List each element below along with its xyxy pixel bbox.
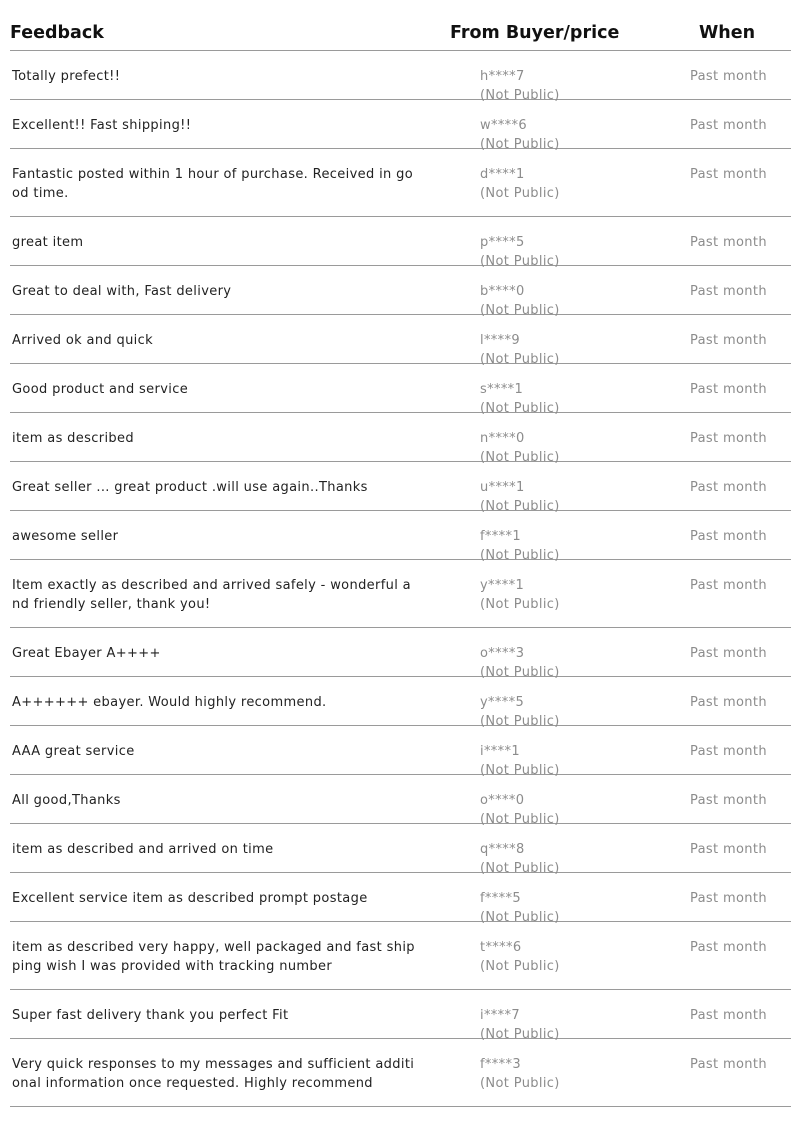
table-row	[10, 413, 791, 465]
buyer-id: i****7	[480, 1008, 520, 1023]
table-row	[10, 149, 791, 217]
feedback-date: Past month	[690, 793, 767, 808]
table-row	[10, 628, 791, 680]
buyer-id: d****1	[480, 167, 525, 182]
feedback-date: Past month	[690, 480, 767, 495]
table-header	[10, 0, 791, 51]
feedback-date: Past month	[690, 744, 767, 759]
feedback-date: Past month	[690, 529, 767, 544]
table-row	[10, 462, 791, 514]
feedback-comment: Great to deal with, Fast delivery	[12, 284, 232, 299]
feedback-date: Past month	[690, 1057, 767, 1072]
buyer-id: n****0	[480, 431, 525, 446]
table-row	[10, 873, 791, 925]
feedback-date: Past month	[690, 235, 767, 250]
feedback-date: Past month	[690, 1008, 767, 1023]
table-row	[10, 560, 791, 628]
feedback-comment: Arrived ok and quick	[12, 333, 154, 348]
feedback-date: Past month	[690, 382, 767, 397]
buyer-id: f****5	[480, 891, 521, 906]
table-row	[10, 824, 791, 876]
feedback-comment: great item	[12, 235, 84, 250]
buyer-id: o****0	[480, 793, 525, 808]
buyer-id: i****1	[480, 744, 520, 759]
buyer-id: o****3	[480, 646, 525, 661]
table-row	[10, 266, 791, 318]
feedback-date: Past month	[690, 646, 767, 661]
price-visibility-note: (Not Public)	[480, 597, 560, 612]
table-row	[10, 922, 791, 990]
column-header-buyer[interactable]: From Buyer/price	[450, 23, 620, 43]
table-row	[10, 1039, 791, 1107]
buyer-id: h****7	[480, 69, 525, 84]
table-row	[10, 775, 791, 827]
buyer-id: f****3	[480, 1057, 521, 1072]
feedback-comment: Great Ebayer A++++	[12, 646, 161, 661]
buyer-id: f****1	[480, 529, 521, 544]
table-row	[10, 677, 791, 729]
table-row	[10, 511, 791, 563]
feedback-table	[10, 0, 791, 1107]
price-visibility-note: (Not Public)	[480, 137, 560, 152]
feedback-date: Past month	[690, 431, 767, 446]
price-visibility-note: (Not Public)	[480, 401, 560, 416]
feedback-comment: A++++++ ebayer. Would highly recommend.	[12, 695, 327, 710]
buyer-id: y****1	[480, 578, 525, 593]
feedback-comment: Excellent service item as described prompt postage	[12, 891, 368, 906]
table-row	[10, 364, 791, 416]
price-visibility-note: (Not Public)	[480, 548, 560, 563]
buyer-id: p****5	[480, 235, 525, 250]
price-visibility-note: (Not Public)	[480, 254, 560, 269]
price-visibility-note: (Not Public)	[480, 665, 560, 680]
feedback-comment: item as described	[12, 431, 134, 446]
price-visibility-note: (Not Public)	[480, 303, 560, 318]
feedback-date: Past month	[690, 695, 767, 710]
feedback-comment: Fantastic posted within 1 hour of purchase. Received in good time.	[12, 167, 414, 201]
price-visibility-note: (Not Public)	[480, 186, 560, 201]
feedback-comment: Great seller ... great product .will use again..Thanks	[12, 480, 368, 495]
price-visibility-note: (Not Public)	[480, 959, 560, 974]
table-row	[10, 726, 791, 778]
table-row	[10, 315, 791, 367]
price-visibility-note: (Not Public)	[480, 763, 560, 778]
price-visibility-note: (Not Public)	[480, 450, 560, 465]
feedback-comment: Excellent!! Fast shipping!!	[12, 118, 192, 133]
feedback-date: Past month	[690, 167, 767, 182]
feedback-date: Past month	[690, 118, 767, 133]
feedback-comment: AAA great service	[12, 744, 135, 759]
buyer-id: t****6	[480, 940, 522, 955]
buyer-id: b****0	[480, 284, 525, 299]
buyer-id: q****8	[480, 842, 525, 857]
price-visibility-note: (Not Public)	[480, 499, 560, 514]
buyer-cell	[480, 576, 560, 614]
feedback-comment: awesome seller	[12, 529, 119, 544]
feedback-comment: item as described and arrived on time	[12, 842, 274, 857]
price-visibility-note: (Not Public)	[480, 352, 560, 367]
buyer-id: l****9	[480, 333, 520, 348]
buyer-cell	[480, 1055, 560, 1093]
buyer-id: y****5	[480, 695, 525, 710]
feedback-comment: Item exactly as described and arrived safely - wonderful and friendly seller, thank you!	[12, 578, 411, 612]
table-row	[10, 51, 791, 103]
price-visibility-note: (Not Public)	[480, 910, 560, 925]
table-row	[10, 990, 791, 1042]
feedback-date: Past month	[690, 940, 767, 955]
feedback-comment: item as described very happy, well packaged and fast shipping wish I was provided with tracking number	[12, 940, 415, 974]
buyer-id: s****1	[480, 382, 524, 397]
feedback-date: Past month	[690, 891, 767, 906]
price-visibility-note: (Not Public)	[480, 861, 560, 876]
price-visibility-note: (Not Public)	[480, 88, 560, 103]
column-header-feedback[interactable]: Feedback	[10, 23, 104, 43]
feedback-date: Past month	[690, 333, 767, 348]
table-row	[10, 100, 791, 152]
price-visibility-note: (Not Public)	[480, 714, 560, 729]
feedback-comment: Good product and service	[12, 382, 189, 397]
feedback-date: Past month	[690, 842, 767, 857]
buyer-id: u****1	[480, 480, 525, 495]
feedback-comment: All good,Thanks	[12, 793, 121, 808]
feedback-date: Past month	[690, 69, 767, 84]
price-visibility-note: (Not Public)	[480, 1027, 560, 1042]
buyer-cell	[480, 165, 560, 203]
column-header-when[interactable]: When	[699, 23, 756, 43]
buyer-id: w****6	[480, 118, 528, 133]
table-row	[10, 217, 791, 269]
feedback-date: Past month	[690, 284, 767, 299]
buyer-cell	[480, 938, 560, 976]
feedback-date: Past month	[690, 578, 767, 593]
feedback-comment: Super fast delivery thank you perfect Fit	[12, 1008, 289, 1023]
price-visibility-note: (Not Public)	[480, 1076, 560, 1091]
price-visibility-note: (Not Public)	[480, 812, 560, 827]
feedback-comment: Totally prefect!!	[12, 69, 121, 84]
feedback-comment: Very quick responses to my messages and sufficient additional information once requested. Highly recommend	[12, 1057, 415, 1091]
